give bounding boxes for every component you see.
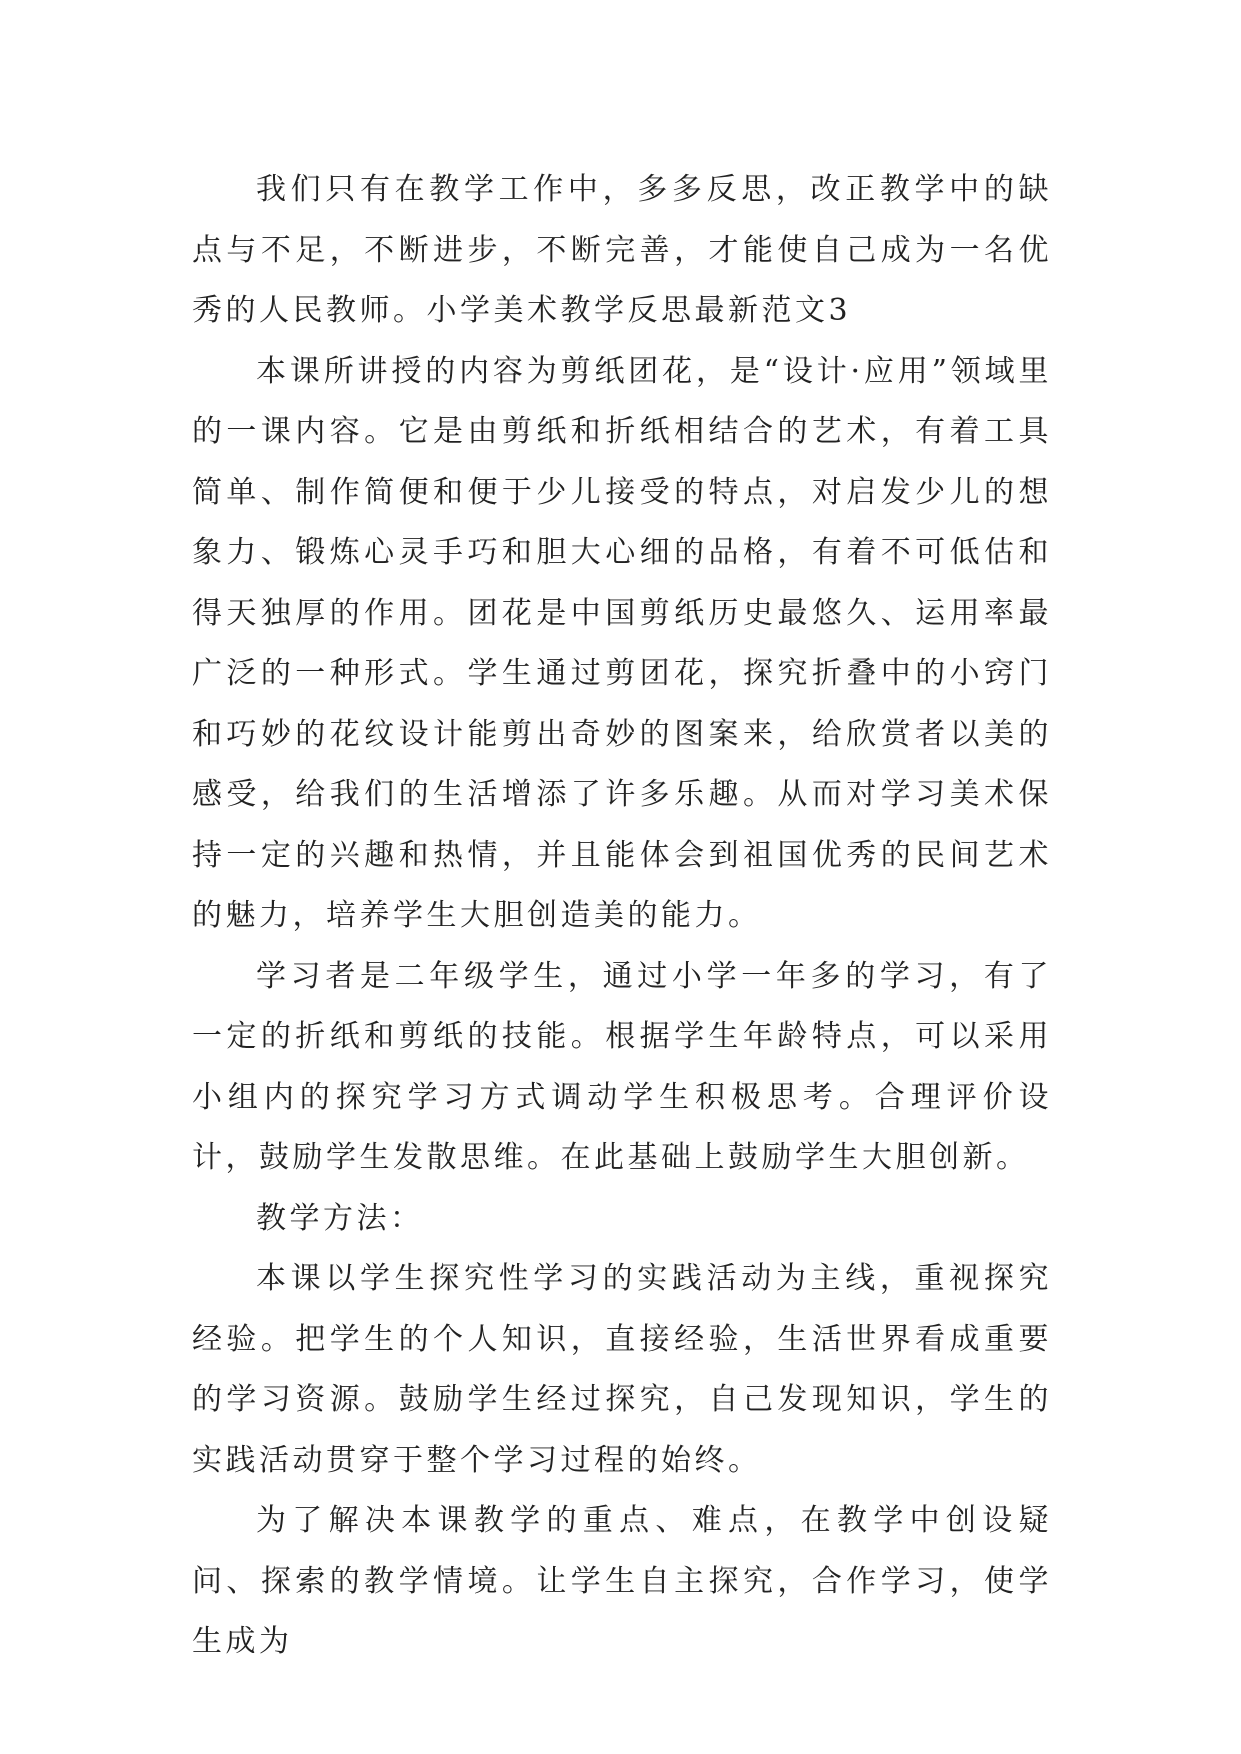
paragraph-key-points: 为了解决本课教学的重点、难点，在教学中创设疑问、探索的教学情境。让学生自主探究，合作学习，使学生成为 — [192, 1503, 1052, 1659]
paragraph-closing-reflection: 我们只有在教学工作中，多多反思，改正教学中的缺点与不足，不断进步，不断完善，才能使自己成为一名优秀的人民教师。小学美术教学反思最新范文3 — [192, 172, 1052, 328]
paragraph-learners: 学习者是二年级学生，通过小学一年多的学习，有了一定的折纸和剪纸的技能。根据学生年龄特点，可以采用小组内的探究学习方式调动学生积极思考。合理评价设计，鼓励学生发散思维。在此基础上鼓励学生大胆创新。 — [192, 958, 1052, 1175]
paragraph-method-detail: 本课以学生探究性学习的实践活动为主线，重视探究经验。把学生的个人知识，直接经验，生活世界看成重要的学习资源。鼓励学生经过探究，自己发现知识，学生的实践活动贯穿于整个学习过程的始终。 — [192, 1261, 1052, 1478]
paragraph-lesson-content: 本课所讲授的内容为剪纸团花，是“设计·应用”领域里的一课内容。它是由剪纸和折纸相结合的艺术，有着工具简单、制作简便和便于少儿接受的特点，对启发少儿的想象力、锻炼心灵手巧和胆大心细的品格，有着不可低估和得天独厚的作用。团花是中国剪纸历史最悠久、运用率最广泛的一种形式。学生通过剪团花，探究折叠中的小窍门和巧妙的花纹设计能剪出奇妙的图案来，给欣赏者以美的感受，给我们的生活增添了许多乐趣。从而对学习美术保持一定的兴趣和热情，并且能体会到祖国优秀的民间艺术的魅力，培养学生大胆创造美的能力。 — [192, 353, 1052, 933]
document-body — [192, 160, 1052, 1673]
paragraph-method-heading: 教学方法： — [256, 1200, 424, 1236]
